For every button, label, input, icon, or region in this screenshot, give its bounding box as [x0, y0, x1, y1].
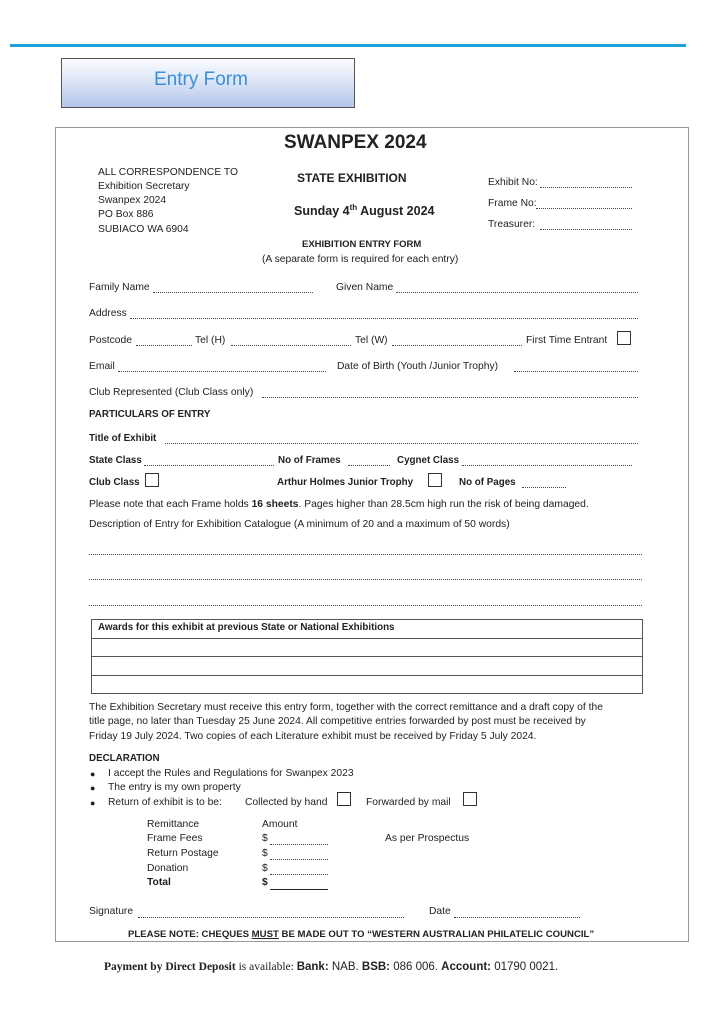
arthur-holmes-label: Arthur Holmes Junior Trophy — [277, 477, 414, 488]
cygnet-class-field[interactable] — [462, 465, 632, 466]
no-of-pages-label: No of Pages — [459, 477, 516, 488]
payment-footer: Payment by Direct Deposit is available: Bank: NAB. BSB: 086 006. Account: 01790 0021. — [104, 961, 559, 973]
date-label: Date — [429, 906, 451, 917]
tel-home-field[interactable] — [231, 345, 351, 346]
awards-row[interactable] — [92, 675, 642, 676]
correspondence-line-5: SUBIACO WA 6904 — [98, 224, 189, 235]
correspondence-line-3: Swanpex 2024 — [98, 195, 167, 206]
dollar-sign: $ — [262, 833, 268, 844]
tab-label: Entry Form — [154, 69, 248, 90]
total-field[interactable] — [270, 889, 328, 890]
bullet-icon: ● — [90, 798, 96, 808]
entry-form-title: EXHIBITION ENTRY FORM — [302, 239, 422, 250]
signature-label: Signature — [89, 906, 134, 917]
exhibit-no-line[interactable] — [540, 187, 632, 188]
instructions-line-2: title page, no later than Tuesday 25 June 2024. All competitive entries forwarded by post must be received by — [89, 716, 586, 727]
email-field[interactable] — [118, 371, 326, 372]
club-class-label: Club Class — [89, 477, 140, 488]
frame-no-line[interactable] — [536, 208, 632, 209]
state-class-label: State Class — [89, 455, 142, 466]
address-label: Address — [89, 308, 127, 319]
return-postage-field[interactable] — [270, 859, 328, 860]
club-represented-field[interactable] — [262, 397, 638, 398]
first-time-entrant-label: First Time Entrant — [526, 335, 608, 346]
email-label: Email — [89, 361, 115, 372]
no-of-frames-label: No of Frames — [278, 455, 341, 466]
collected-by-hand-label: Collected by hand — [245, 797, 328, 808]
awards-row[interactable] — [92, 656, 642, 657]
given-name-label: Given Name — [336, 282, 394, 293]
as-per-prospectus: As per Prospectus — [385, 833, 470, 844]
given-name-field[interactable] — [396, 292, 638, 293]
dollar-sign: $ — [262, 848, 268, 859]
form-main-title: SWANPEX 2024 — [284, 132, 427, 153]
forwarded-by-mail-checkbox[interactable] — [463, 792, 477, 806]
instructions-line-3: Friday 19 July 2024. Two copies of each Literature exhibit must be received by Friday 5 July 2024. — [89, 731, 537, 742]
correspondence-line-1: ALL CORRESPONDENCE TO — [98, 167, 238, 178]
frame-note: Please note that each Frame holds 16 sheets. Pages higher than 28.5cm high run the risk of being damaged. — [89, 499, 589, 510]
entry-form-tab[interactable] — [61, 58, 355, 108]
declaration-heading: DECLARATION — [89, 753, 160, 764]
description-label: Description of Entry for Exhibition Catalogue (A minimum of 20 and a maximum of 50 words) — [89, 519, 510, 530]
description-line-3[interactable] — [89, 605, 642, 606]
amount-header: Amount — [262, 819, 298, 830]
arthur-holmes-checkbox[interactable] — [428, 473, 442, 487]
dob-field[interactable] — [514, 371, 638, 372]
declaration-item-property: The entry is my own property — [108, 782, 241, 793]
dollar-sign: $ — [262, 877, 268, 888]
awards-table — [91, 619, 643, 694]
date-field[interactable] — [454, 917, 580, 918]
exhibit-no-label: Exhibit No: — [488, 177, 538, 188]
awards-heading: Awards for this exhibit at previous State or National Exhibitions — [98, 622, 395, 633]
club-class-checkbox[interactable] — [145, 473, 159, 487]
title-of-exhibit-label: Title of Exhibit — [89, 433, 157, 444]
frame-fees-field[interactable] — [270, 844, 328, 845]
description-line-1[interactable] — [89, 554, 642, 555]
tel-work-field[interactable] — [392, 345, 522, 346]
state-exhibition: STATE EXHIBITION — [297, 171, 407, 185]
description-line-2[interactable] — [89, 579, 642, 580]
entry-form-page — [55, 127, 689, 942]
cheque-notice: PLEASE NOTE: CHEQUES MUST BE MADE OUT TO “WESTERN AUSTRALIAN PHILATELIC COUNCIL” — [128, 929, 595, 940]
treasurer-line[interactable] — [540, 229, 632, 230]
bullet-icon: ● — [90, 769, 96, 779]
cygnet-class-label: Cygnet Class — [397, 455, 460, 466]
treasurer-label: Treasurer: — [488, 219, 536, 230]
signature-field[interactable] — [138, 917, 404, 918]
tel-home-label: Tel (H) — [195, 335, 226, 346]
family-name-field[interactable] — [153, 292, 313, 293]
top-rule — [10, 44, 686, 47]
particulars-heading: PARTICULARS OF ENTRY — [89, 409, 211, 420]
instructions-line-1: The Exhibition Secretary must receive this entry form, together with the correct remittance and a draft copy of the — [89, 702, 603, 713]
correspondence-line-2: Exhibition Secretary — [98, 181, 190, 192]
family-name-label: Family Name — [89, 282, 150, 293]
remittance-header: Remittance — [147, 819, 200, 830]
donation-field[interactable] — [270, 874, 328, 875]
tel-work-label: Tel (W) — [355, 335, 388, 346]
state-class-field[interactable] — [144, 465, 274, 466]
title-of-exhibit-field[interactable] — [165, 443, 638, 444]
no-of-pages-field[interactable] — [522, 487, 566, 488]
first-time-entrant-checkbox[interactable] — [617, 331, 631, 345]
declaration-item-rules: I accept the Rules and Regulations for Swanpex 2023 — [108, 768, 354, 779]
club-represented-label: Club Represented (Club Class only) — [89, 387, 254, 398]
entry-form-subtitle: (A separate form is required for each entry) — [262, 254, 459, 265]
total-label: Total — [147, 877, 171, 888]
declaration-item-return: Return of exhibit is to be: — [108, 797, 222, 808]
exhibition-date: Sunday 4th August 2024 — [294, 203, 435, 219]
awards-row[interactable] — [92, 638, 642, 639]
dob-label: Date of Birth (Youth /Junior Trophy) — [337, 361, 499, 372]
no-of-frames-field[interactable] — [348, 465, 390, 466]
forwarded-by-mail-label: Forwarded by mail — [366, 797, 451, 808]
frame-fees-label: Frame Fees — [147, 833, 203, 844]
collected-by-hand-checkbox[interactable] — [337, 792, 351, 806]
postcode-field[interactable] — [136, 345, 192, 346]
correspondence-line-4: PO Box 886 — [98, 209, 154, 220]
postcode-label: Postcode — [89, 335, 132, 346]
address-field[interactable] — [130, 318, 638, 319]
frame-no-label: Frame No: — [488, 198, 537, 209]
return-postage-label: Return Postage — [147, 848, 219, 859]
dollar-sign: $ — [262, 863, 268, 874]
bullet-icon: ● — [90, 783, 96, 793]
donation-label: Donation — [147, 863, 189, 874]
